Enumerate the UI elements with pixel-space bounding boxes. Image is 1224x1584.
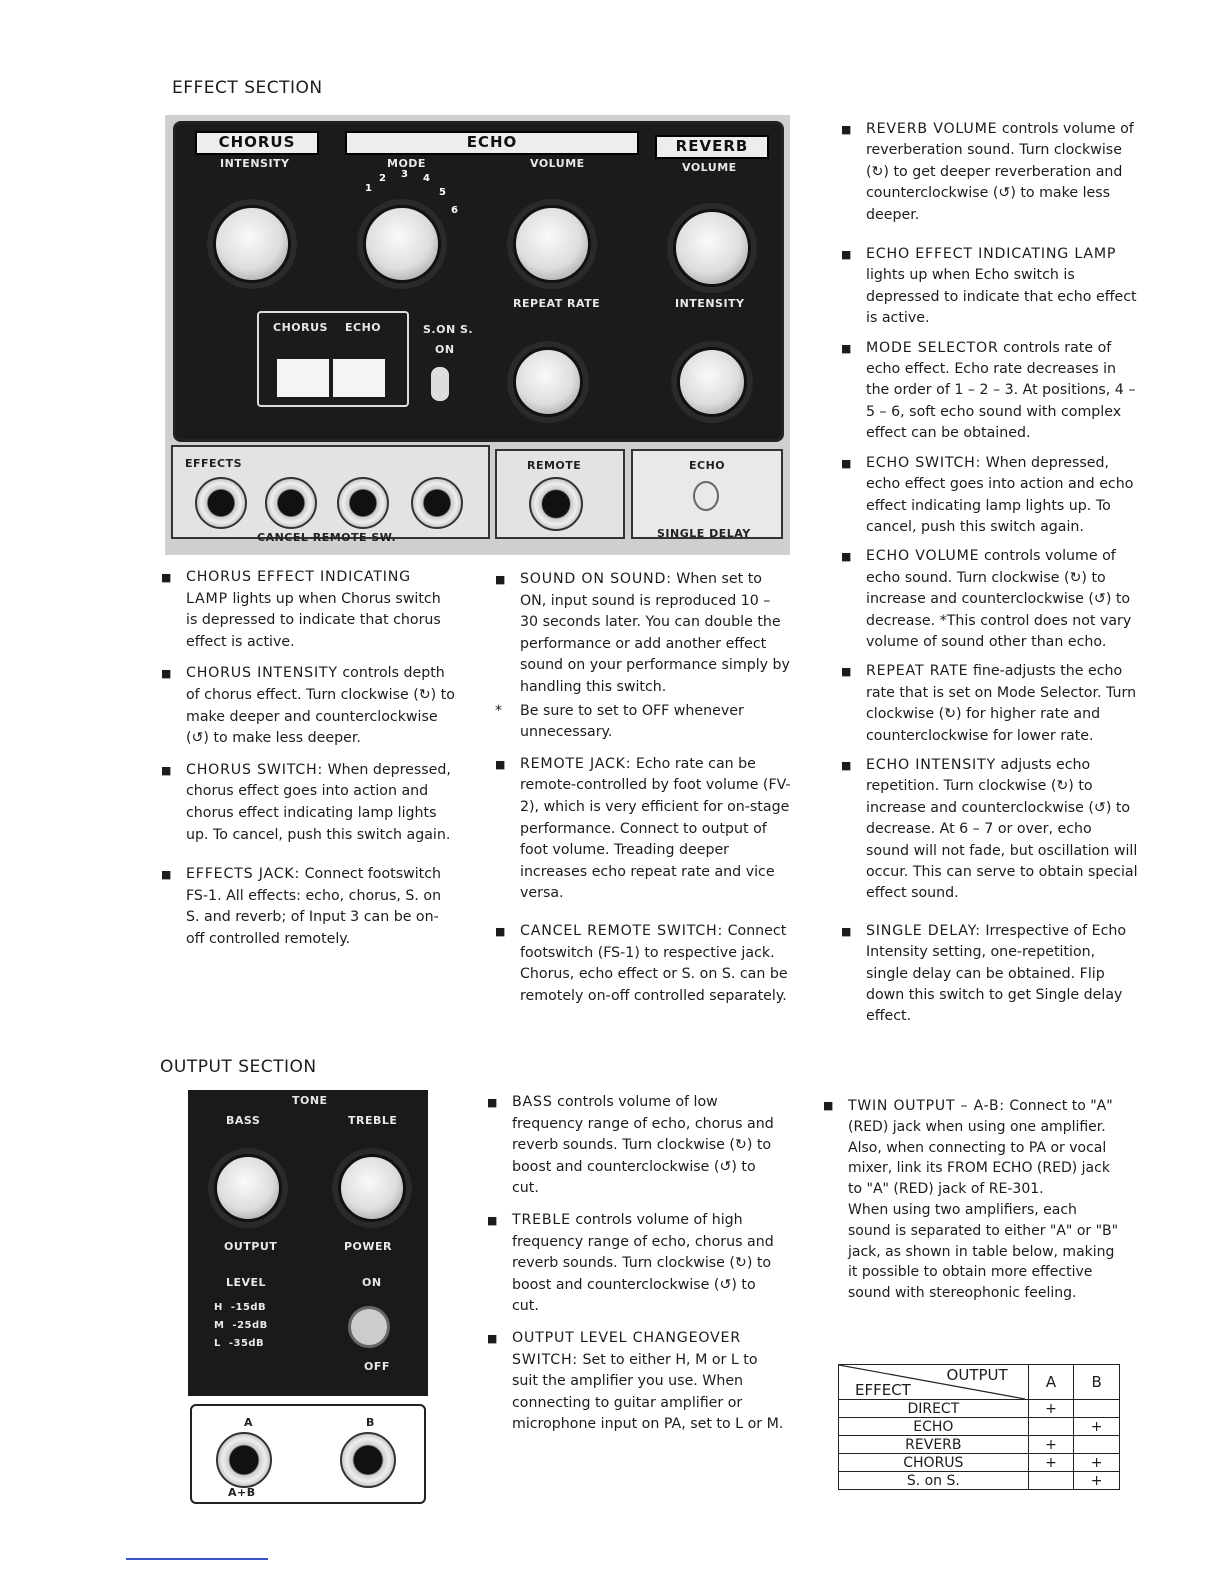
power-off-label: OFF xyxy=(364,1360,390,1373)
bullet-icon: ■ xyxy=(841,456,852,470)
switch-chorus-label: CHORUS xyxy=(273,321,328,334)
bullet-icon: ■ xyxy=(841,123,852,136)
bullet-icon: ■ xyxy=(841,550,852,564)
output-label: OUTPUT xyxy=(224,1240,278,1253)
echo-intensity-label: INTENSITY xyxy=(675,297,745,310)
echo-effect-lamp-desc: ■ ECHO EFFECT INDICATING LAMP lights up when Echo switch is depressed to indicate that echo effect is active. xyxy=(841,246,1137,327)
cancel-remote-label: CANCEL REMOTE SW. xyxy=(257,531,397,544)
echo-intensity-desc: ■ ECHO INTENSITY adjusts echo repetition. Turn clockwise (↻) to increase and counterclockwise (↺) to decrease. At 6 – 7 or over, echo sound will not fade, but oscillation will occur. This can serve to obtain special effect sound. xyxy=(841,756,1138,902)
output-panel-image xyxy=(188,1090,428,1505)
level-h-label: H -15dB xyxy=(214,1302,267,1313)
header-effect: EFFECT xyxy=(855,1381,911,1399)
sons-label: S.ON S. xyxy=(423,323,474,336)
row-a: + xyxy=(1028,1436,1074,1454)
header-b: B xyxy=(1074,1365,1120,1400)
repeat-rate-desc: ■ REPEAT RATE fine-adjusts the echo rate that is set on Mode Selector. Turn clockwise (↻) for higher rate and counterclockwise for lower rate. xyxy=(841,663,1137,744)
table-corner-cell xyxy=(839,1365,1029,1400)
bullet-icon: ■ xyxy=(841,665,852,679)
row-effect: S. on S. xyxy=(839,1472,1029,1490)
table-row xyxy=(839,1400,1120,1418)
effects-jack-2[interactable] xyxy=(265,477,317,529)
echo-box-label: ECHO xyxy=(689,459,726,472)
bullet-icon: ■ xyxy=(841,341,852,355)
echo-tag: ECHO xyxy=(345,131,639,155)
effects-jack-3[interactable] xyxy=(337,477,389,529)
bullet-icon: ■ xyxy=(487,1331,498,1345)
echo-intensity-knob[interactable] xyxy=(677,347,747,417)
effect-mid-column xyxy=(495,569,792,1017)
chorus-intensity-knob[interactable] xyxy=(213,205,291,283)
chorus-switch-desc: ■ CHORUS SWITCH: When depressed, chorus effect goes into action and chorus effect indicating lamp lights up. To cancel, push this switch again. xyxy=(161,761,451,843)
single-delay-label: SINGLE DELAY xyxy=(657,527,751,540)
reverb-volume-knob[interactable] xyxy=(673,209,751,287)
footnote-rule xyxy=(126,1558,268,1560)
mode-number: 1 xyxy=(365,183,373,194)
row-a: + xyxy=(1028,1454,1074,1472)
effect-section-title: EFFECT SECTION xyxy=(172,78,323,98)
echo-volume-label: VOLUME xyxy=(530,157,585,170)
row-effect: REVERB xyxy=(839,1436,1029,1454)
bullet-icon: ■ xyxy=(161,571,172,584)
output-jack-a[interactable] xyxy=(216,1432,272,1488)
bullet-icon: ■ xyxy=(841,248,852,262)
bullet-icon: ■ xyxy=(495,573,506,586)
sons-on-label: ON xyxy=(435,343,455,356)
table-row xyxy=(839,1436,1120,1454)
bullet-icon: ■ xyxy=(495,924,506,938)
switch-echo-label: ECHO xyxy=(345,321,382,334)
reverb-tag: REVERB xyxy=(655,135,769,159)
bullet-icon: ■ xyxy=(487,1096,498,1109)
sound-on-sound-note: * Be sure to set to OFF whenever unnecessary. xyxy=(495,702,744,741)
mode-label: MODE xyxy=(387,157,426,170)
repeat-rate-knob[interactable] xyxy=(513,347,583,417)
sound-on-sound-toggle[interactable] xyxy=(431,367,449,401)
jack-b-label: B xyxy=(366,1416,375,1429)
jack-a-label: A xyxy=(244,1416,254,1429)
mode-number: 3 xyxy=(401,169,409,180)
level-m-label: M -25dB xyxy=(214,1320,268,1331)
effect-left-column xyxy=(161,567,456,961)
sound-on-sound-desc: ■ SOUND ON SOUND: When set to ON, input sound is reproduced 10 – 30 seconds later. You can double the performance or add another effect sound on your performance simply by handling this switch. xyxy=(495,571,790,695)
cancel-remote-switch-desc: ■ CANCEL REMOTE SWITCH: Connect footswitch (FS-1) to respective jack. Chorus, echo effect or S. on S. can be remotely on-off controlled separately. xyxy=(495,922,788,1004)
row-b xyxy=(1074,1400,1120,1418)
output-right-column xyxy=(823,1096,1120,1314)
header-a: A xyxy=(1028,1365,1074,1400)
effects-jack-desc: ■ EFFECTS JACK: Connect footswitch FS-1. All effects: echo, chorus, S. on S. and reverb; of Input 3 can be on-off controlled remotely. xyxy=(161,866,442,947)
bullet-icon: ■ xyxy=(841,758,852,772)
effects-label: EFFECTS xyxy=(185,457,243,470)
output-routing-table xyxy=(838,1364,1120,1490)
treble-desc: ■ TREBLE controls volume of high frequency range of echo, chorus and reverb sounds. Turn clockwise (↻) to boost and counterclockwise (↺) to cut. xyxy=(487,1211,774,1315)
output-level-desc: ■ OUTPUT LEVEL CHANGEOVER SWITCH: Set to either H, M or L to suit the amplifier you use. When connecting to guitar amplifier or microphone input on PA, set to L or M. xyxy=(487,1329,784,1433)
tone-label: TONE xyxy=(292,1094,328,1107)
chorus-switch[interactable] xyxy=(277,359,329,397)
a-plus-b-label: A+B xyxy=(228,1486,256,1499)
power-switch[interactable] xyxy=(348,1306,390,1348)
twin-output-desc: ■ TWIN OUTPUT – A-B: Connect to "A" (RED) jack when using one amplifier. Also, when connecting to PA or vocal mixer, link its FROM ECHO (RED) jack to "A" (RED) jack of RE-301. xyxy=(823,1098,1113,1198)
single-delay-desc: ■ SINGLE DELAY: Irrespective of Echo Intensity setting, one-repetition, single delay can be obtained. Flip down this switch to get Single delay effect. xyxy=(841,922,1127,1025)
echo-volume-desc: ■ ECHO VOLUME controls volume of echo sound. Turn clockwise (↻) to increase and counterclockwise (↺) to decrease. *This control does not vary volume of sound other than echo. xyxy=(841,548,1132,650)
mode-selector-desc: ■ MODE SELECTOR controls rate of echo effect. Echo rate decreases in the order of 1 – 2 – 3. At positions, 4 – 5 – 6, soft echo sound with complex effect can be obtained. xyxy=(841,339,1136,442)
repeat-rate-label: REPEAT RATE xyxy=(513,297,601,310)
effect-panel-image xyxy=(165,115,790,555)
bullet-icon: ■ xyxy=(841,924,852,938)
output-section-title: OUTPUT SECTION xyxy=(160,1057,317,1077)
two-amp-desc: When using two amplifiers, each sound is separated to either "A" or "B" jack, as shown in table below, making it possible to obtain more effective sound with stereophonic feeling. xyxy=(848,1201,1119,1302)
row-a xyxy=(1028,1472,1074,1490)
treble-knob[interactable] xyxy=(338,1154,406,1222)
bullet-icon: ■ xyxy=(823,1099,834,1112)
remote-jack[interactable] xyxy=(529,477,583,531)
row-a: + xyxy=(1028,1400,1074,1418)
effect-right-column xyxy=(841,119,1138,1038)
level-label: LEVEL xyxy=(226,1276,267,1289)
mode-number: 5 xyxy=(439,187,447,198)
bass-desc: ■ BASS controls volume of low frequency range of echo, chorus and reverb sounds. Turn clockwise (↻) to boost and counterclockwise (↺) to cut. xyxy=(487,1094,774,1197)
power-on-label: ON xyxy=(362,1276,382,1289)
chorus-intensity-desc: ■ CHORUS INTENSITY controls depth of chorus effect. Turn clockwise (↻) to make deeper and counterclockwise (↺) to make less deeper. xyxy=(161,665,455,747)
row-b xyxy=(1074,1436,1120,1454)
output-jack-b[interactable] xyxy=(340,1432,396,1488)
row-effect: DIRECT xyxy=(839,1400,1029,1418)
row-b: + xyxy=(1074,1454,1120,1472)
table-row xyxy=(839,1454,1120,1472)
table-row xyxy=(839,1472,1120,1490)
remote-label: REMOTE xyxy=(527,459,582,472)
echo-volume-knob[interactable] xyxy=(513,205,591,283)
chorus-tag: CHORUS xyxy=(195,131,319,155)
mode-number: 4 xyxy=(423,173,431,184)
power-label: POWER xyxy=(344,1240,393,1253)
reverb-volume-desc: ■ REVERB VOLUME controls volume of reverberation sound. Turn clockwise (↻) to get deeper reverberation and counterclockwise (↺) to make less deeper. xyxy=(841,121,1134,223)
single-delay-switch[interactable] xyxy=(693,481,719,511)
chorus-intensity-label: INTENSITY xyxy=(220,157,290,170)
bullet-icon: ■ xyxy=(487,1213,498,1227)
level-l-label: L -35dB xyxy=(214,1338,265,1349)
row-a xyxy=(1028,1418,1074,1436)
bullet-icon: ■ xyxy=(161,868,172,882)
treble-label: TREBLE xyxy=(348,1114,398,1127)
header-output: OUTPUT xyxy=(946,1366,1008,1384)
row-effect: ECHO xyxy=(839,1418,1029,1436)
bullet-icon: ■ xyxy=(161,763,172,777)
mode-selector-knob[interactable] xyxy=(363,205,441,283)
mode-number: 2 xyxy=(379,173,387,184)
effects-jack-1[interactable] xyxy=(195,477,247,529)
echo-switch[interactable] xyxy=(333,359,385,397)
bullet-icon: ■ xyxy=(495,757,506,771)
table-row xyxy=(839,1418,1120,1436)
row-b: + xyxy=(1074,1472,1120,1490)
reverb-volume-label: VOLUME xyxy=(682,161,737,174)
row-effect: CHORUS xyxy=(839,1454,1029,1472)
effects-jack-4[interactable] xyxy=(411,477,463,529)
echo-switch-desc: ■ ECHO SWITCH: When depressed, echo effect goes into action and echo effect indicating lamp lights up. To cancel, push this switch again. xyxy=(841,454,1134,535)
bass-knob[interactable] xyxy=(214,1154,282,1222)
chorus-effect-lamp-desc: ■ CHORUS EFFECT INDICATING LAMP lights up when Chorus switch is depressed to indicate that chorus effect is active. xyxy=(161,569,441,650)
bass-label: BASS xyxy=(226,1114,261,1127)
row-b: + xyxy=(1074,1418,1120,1436)
bullet-icon: ■ xyxy=(161,667,172,681)
remote-jack-desc: ■ REMOTE JACK: Echo rate can be remote-controlled by foot volume (FV-2), which is very efficient for on-stage performance. Connect to output of foot volume. Treading deeper increases echo repeat rate and vice versa. xyxy=(495,755,791,902)
output-mid-column xyxy=(487,1092,784,1446)
mode-number: 6 xyxy=(451,205,459,216)
